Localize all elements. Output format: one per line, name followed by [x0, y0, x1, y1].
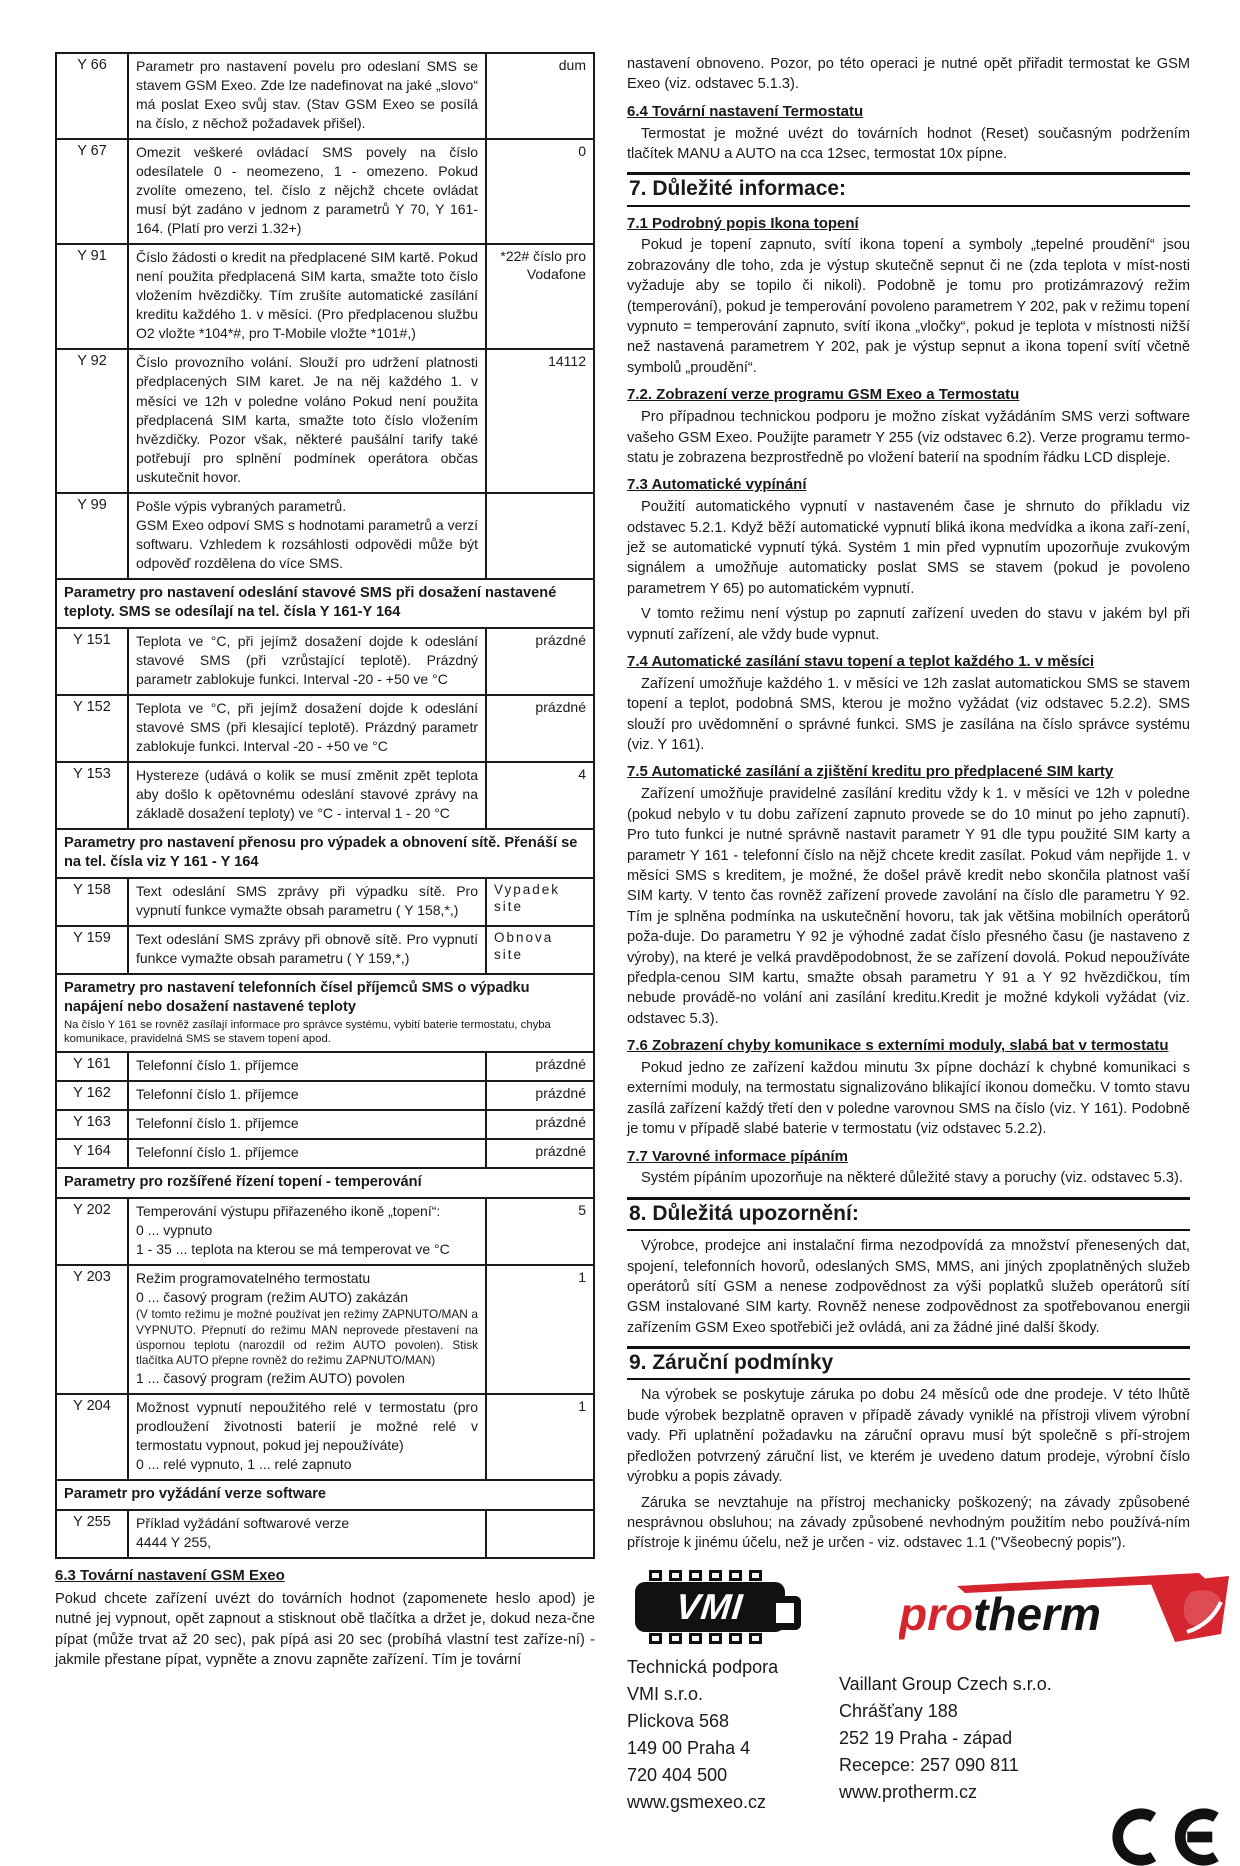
- param-description-cell: [128, 762, 486, 829]
- body-paragraph: Termostat je možné uvézt do továrních hodnot (Reset) současným podržením tlačítek MANU a AUTO na cca 12sec, termostat 10x pípne.: [627, 125, 1190, 163]
- left-column: [55, 52, 595, 1866]
- table-section-title: Parametry pro rozšířené řízení topení - temperování: [64, 1174, 422, 1191]
- param-value-cell: 0: [486, 139, 594, 244]
- table-param-row: [56, 1510, 594, 1558]
- section-6-3-heading: 6.3 Tovární nastavení GSM Exeo: [55, 1566, 285, 1584]
- table-param-row: [56, 762, 594, 829]
- table-param-row: [56, 1198, 594, 1265]
- param-value-cell: dum: [486, 53, 594, 139]
- param-value-cell: 14112: [486, 349, 594, 492]
- param-value-cell: 1: [486, 1265, 594, 1393]
- param-description-cell: [128, 493, 486, 579]
- footer-vmi-block: [627, 1570, 805, 1866]
- table-section-row: [56, 579, 594, 628]
- param-description-cell: [128, 349, 486, 492]
- param-description-line: 1 - 35 ... teplota na kterou se má temperovat ve °C: [136, 1241, 450, 1258]
- param-description-line: Omezit veškeré ovládací SMS povely na číslo odesílatele 0 - neomezeno, 1 - omezeno. Pokud zvolíte omezeno, tel. číslo z nějchž chcete ovládat musí být zadáno v jednom z parametrů Y 70, Y 161-164. (Platí pro verzi 1.32+): [136, 144, 478, 237]
- param-description-line: 0 ... relé vypnuto, 1 ... relé zapnuto: [136, 1455, 352, 1472]
- protherm-logo: [899, 1572, 1229, 1661]
- table-param-row: [56, 1265, 594, 1393]
- major-heading: 8. Důležitá upozornění:: [627, 1197, 1190, 1231]
- param-value-cell: prázdné: [486, 1139, 594, 1168]
- param-code-cell: Y 158: [56, 878, 128, 926]
- table-section-title: Parametry pro nastavení telefonních čísel příjemců SMS o výpadku napájení nebo dosažení nastavené teploty: [64, 980, 530, 1016]
- param-description-cell: [128, 1394, 486, 1480]
- param-description-line: Text odeslání SMS zprávy při obnově sítě. Pro vypnutí funkce vymažte obsah parametru ( Y 159,*,): [136, 931, 478, 967]
- param-description-cell: [128, 695, 486, 762]
- param-value-cell: Vypadek site: [486, 878, 594, 926]
- param-description-line: Číslo provozního volání. Slouží pro udržení platnosti předplacených SIM karet. Je na něj každého 1. v měsíci ve 12h v poledne voláno Pokud není použita předplacená SIM karta, smažte toto číslo vložením hvězdičky. Pozor však, některé paušální tarify také potřebují pro splnění podmínek operátora občas uskutečnit hovor.: [136, 354, 478, 485]
- body-paragraph: Pokud jedno ze zařízení každou minutu 3x pípne dochází k chybné komunikaci s externími moduly, na termostatu signalizováno blikající ikonou domečku. V tomto stavu zasílá zařízení každý třetí den v poledne varovnou SMS na číslo (viz. Y 161). Podobně je tomu v případě slabé baterie v termostatu (viz odstavec 5.2.2).: [627, 1060, 1190, 1138]
- sub-heading: 7.5 Automatické zasílání a zjištění kreditu pro předplacené SIM karty: [627, 763, 1114, 781]
- param-description-line: (V tomto režimu je možné používat jen režimy ZAPNUTO/MAN a VYPNUTO. Přepnutí do režimu MAN neprovede přestavení na úspornou teplotu (narozdíl od režim AUTO povolen). Stisk tlačítka AUTO přepne rovněž do režimu ZAPNUTO/MAN): [136, 1307, 478, 1368]
- right-column-blocks: [627, 54, 1190, 1554]
- param-value-cell: 1: [486, 1394, 594, 1480]
- table-section-note: Na číslo Y 161 se rovněž zasílají informace pro správce systému, vybití baterie termostatu, chyba komunikace, pravidelná SMS se stavem topení apod.: [64, 1019, 551, 1046]
- table-param-row: [56, 628, 594, 695]
- param-description-line: Telefonní číslo 1. příjemce: [136, 1057, 299, 1074]
- table-param-row: [56, 926, 594, 974]
- param-value-cell: [486, 1510, 594, 1558]
- section-6-3: [55, 1567, 595, 1670]
- vaillant-contact-line: 252 19 Praha - západ: [839, 1727, 1013, 1748]
- vmi-clip-icon: [776, 1596, 801, 1630]
- param-description-cell: [128, 53, 486, 139]
- tech-contact-line: 149 00 Praha 4: [627, 1737, 751, 1758]
- param-value-cell: prázdné: [486, 1052, 594, 1081]
- tech-contact-line: Plickova 568: [627, 1710, 730, 1731]
- protherm-logo-graphic: [899, 1572, 1229, 1656]
- vmi-chip-pins-bottom: [649, 1633, 805, 1644]
- param-description-cell: [128, 1198, 486, 1265]
- param-description-line: Teplota ve °C, při jejímž dosažení dojde k odeslání stavové SMS (při vzrůstající teplotě). Prázdný parametr zablokuje funkci. Interval -20 - +50 ve °C: [136, 632, 478, 687]
- body-paragraph: Na výrobek se poskytuje záruka po dobu 24 měsíců ode dne prodeje. V této lhůtě bude výrobek bezplatně opraven v případě závady vyniklé na přístroji vlivem výrobní vady. Při uplatnění požadavku na záruční opravu musí být společně s pří-strojem předložen potvrzený záruční list, ve kterém je uvedeno datum prodeje, výrobní číslo výrobku a popis závady.: [627, 1387, 1190, 1486]
- param-value-cell: prázdné: [486, 695, 594, 762]
- right-column: [627, 52, 1190, 1866]
- table-section-title: Parametr pro vyžádání verze software: [64, 1485, 326, 1502]
- tech-contact-line: 720 404 500: [627, 1764, 728, 1785]
- ce-mark-icon: [1098, 1808, 1223, 1866]
- table-section-title: Parametry pro nastavení odeslání stavové SMS při dosažení nastavené teploty. SMS se odesílají na tel. čísla Y 161-Y 164: [64, 584, 557, 620]
- sub-heading: 6.4 Tovární nastavení Termostatu: [627, 102, 864, 120]
- sub-heading: 7.7 Varovné informace pípáním: [627, 1147, 848, 1165]
- tech-contact-line: VMI s.r.o.: [627, 1683, 704, 1704]
- param-description-line: Teplota ve °C, při jejímž dosažení dojde k odeslání stavové SMS (při klesající teplotě). Prázdný parametr zablokuje funkci. Interval -20 - +50 ve °C: [136, 699, 478, 754]
- ce-row: [839, 1808, 1229, 1866]
- sub-heading: 7.2. Zobrazení verze programu GSM Exeo a Termostatu: [627, 386, 1020, 404]
- param-description-cell: [128, 139, 486, 244]
- param-description-cell: [128, 628, 486, 695]
- table-section-row: [56, 829, 594, 878]
- param-description-line: Číslo žádosti o kredit na předplacené SIM kartě. Pokud není použita předplacená SIM karta, smažte toto číslo vložením hvězdičky. Tím zrušíte automatické zasílání kreditu každého 1. v měsíci. (Pro předplacenou službu O2 vložte *104*#, pro T-Mobile vložte *101#,): [136, 249, 478, 342]
- param-description-cell: [128, 1510, 486, 1558]
- body-paragraph: Záruka se nevztahuje na přístroj mechanicky poškozený; na závady způsobené nesprávnou obsluhou; na závady způsobené nevhodným použitím nebo používá-ním přístroje k jinému účelu, než je určen - viz. odstavec 1.1 ("Všeobecný popis").: [627, 1494, 1190, 1552]
- table-param-row: [56, 695, 594, 762]
- param-value-cell: *22# číslo pro Vodafone: [486, 244, 594, 349]
- table-param-row: [56, 1394, 594, 1480]
- table-param-row: [56, 53, 594, 139]
- vaillant-contact-line: Vaillant Group Czech s.r.o.: [839, 1673, 1052, 1694]
- sub-heading: 7.3 Automatické vypínání: [627, 476, 807, 494]
- parameter-table: [55, 52, 595, 1559]
- param-description-line: Parametr pro nastavení povelu pro odeslaní SMS se stavem GSM Exeo. Zde lze nadefinovat na jaké „slovo“ má poslat Exeo svůj stav. (Stav GSM Exeo se posílá na číslo, z něchož požadavek přišel).: [136, 58, 478, 132]
- table-param-row: [56, 139, 594, 244]
- section-6-3-paragraph: Pokud chcete zařízení uvézt do továrních hodnot (zapomenete heslo apod) je nutné jej vypnout, opět zapnout a stisknout obě tlačítka a držet je, dokud neza-čne pípat (může trvat až 20 sec), pak pípá asi 20 sec (probíhá vlastní test zaříze-ní) - jakmile přestane pípat, vypněte a znovu zapněte zařízení. Tím je tovární: [55, 1590, 595, 1668]
- param-description-line: Temperování výstupu přiřazeného ikoně „topení“:: [136, 1203, 441, 1220]
- body-paragraph: Zařízení umožňuje pravidelné zasílání kreditu vždy k 1. v měsíci ve 12h v poledne (pokud nebylo v tu dobu zařízení zapnuto provede se do 10 minut po jeho zapnutí). Pro tuto funkci je nutné správně nastavit parametr Y 91 dle typu použité SIM karty a parametr Y 161 - telefonní číslo na nějž chcete kredit zasílat. Pokud vám nepřijde 1. v měsíci SMS s kreditem, je možné, že došel právě kredit nebo skončila platnost vaší SIM karty. V tento čas rovněž zařízení provede zavolání na číslo dle parametru Y 92. Tím je splněna podmínka na uskutečnění hovoru, tak jak většina mobilních operátorů poža-duje. Do parametru Y 92 je výhodné zadat číslo přesného času (je nastaveno z výroby), na které je velká pravděpodobnost, že se zařízení dovolá. Pokud nepoužíváte předpla-cenou SIM kartu, smažte obsah parametru Y 91 a Y 92 hvězdičkou, tím nebude provádě-no volání ani zasílání kreditu.Kredit je možné kdykoli vyžádat (viz. odstavec 5.3).: [627, 786, 1190, 1027]
- table-param-row: [56, 1110, 594, 1139]
- body-paragraph: Systém pípáním upozorňuje na některé důležité stavy a poruchy (viz. odstavec 5.3).: [641, 1170, 1183, 1187]
- param-code-cell: Y 161: [56, 1052, 128, 1081]
- param-code-cell: Y 67: [56, 139, 128, 244]
- table-param-row: [56, 878, 594, 926]
- param-description-cell: [128, 1052, 486, 1081]
- param-description-line: 0 ... časový program (režim AUTO) zakázán: [136, 1289, 409, 1306]
- param-description-line: 4444 Y 255,: [136, 1533, 212, 1550]
- param-value-cell: 5: [486, 1198, 594, 1265]
- major-heading: 9. Záruční podmínky: [627, 1346, 1190, 1380]
- param-description-line: 0 ... vypnuto: [136, 1222, 213, 1239]
- param-code-cell: Y 203: [56, 1265, 128, 1393]
- vmi-chip-pins-top: [649, 1570, 805, 1581]
- table-section-row: [56, 974, 594, 1052]
- body-paragraph: Pro případnou technickou podporu je možno získat vyžádáním SMS verzi software vašeho GSM Exeo. Použijte parametr Y 255 (viz odstavec 6.2). Verze programu termo-statu je zobrazena bezprostředně po vložení baterií na spodním řádku LCD displeje.: [627, 409, 1190, 466]
- param-code-cell: Y 66: [56, 53, 128, 139]
- param-description-line: GSM Exeo odpoví SMS s hodnotami parametrů a verzí softwaru. Vzhledem k rozsáhlosti odpovědi může být odpověď rozdělena do více SMS.: [136, 516, 478, 571]
- table-param-row: [56, 244, 594, 349]
- table-param-row: [56, 349, 594, 492]
- param-description-line: 1 ... časový program (režim AUTO) povolen: [136, 1369, 405, 1386]
- param-description-cell: [128, 1139, 486, 1168]
- param-description-line: Režim programovatelného termostatu: [136, 1270, 371, 1287]
- param-code-cell: Y 152: [56, 695, 128, 762]
- tech-contact-line: Technická podpora: [627, 1656, 779, 1677]
- vmi-chip-body: [635, 1582, 785, 1632]
- body-paragraph: Použití automatického vypnutí v nastaveném čase je shrnuto do příkladu viz odstavec 5.2.1. Když běží automatické vypnutí bliká ikona medvídka a ikona zaří-zení, jež se automatické vypnutí týká. Systém 1 min před vypnutím upozorňuje zvukovým signálem a umožňuje automaticky poslat SMS se stavem (pokud je povoleno parametrem Y 65) po automatickém vypnutí.: [627, 499, 1190, 597]
- param-code-cell: Y 153: [56, 762, 128, 829]
- param-code-cell: Y 91: [56, 244, 128, 349]
- param-code-cell: Y 163: [56, 1110, 128, 1139]
- param-description-line: Telefonní číslo 1. příjemce: [136, 1144, 299, 1161]
- param-description-cell: [128, 1110, 486, 1139]
- param-code-cell: Y 92: [56, 349, 128, 492]
- vaillant-contact-line: www.protherm.cz: [839, 1781, 978, 1802]
- vaillant-contact-line: Recepce: 257 090 811: [839, 1754, 1019, 1775]
- param-value-cell: prázdné: [486, 628, 594, 695]
- param-code-cell: Y 99: [56, 493, 128, 579]
- table-param-row: [56, 493, 594, 579]
- param-value-cell: prázdné: [486, 1110, 594, 1139]
- param-code-cell: Y 159: [56, 926, 128, 974]
- table-param-row: [56, 1139, 594, 1168]
- sub-heading: 7.1 Podrobný popis Ikona topení: [627, 214, 859, 232]
- footer: [627, 1570, 1190, 1866]
- sub-heading: 7.4 Automatické zasílání stavu topení a teplot každého 1. v měsíci: [627, 653, 1095, 671]
- param-code-cell: Y 204: [56, 1394, 128, 1480]
- param-description-line: Pošle výpis vybraných parametrů.: [136, 497, 347, 514]
- param-description-line: Možnost vypnutí nepoužitého relé v termostatu (pro prodloužení životnosti baterií je možné relé v termostatu vypnout, pokud jej nepoužíváte): [136, 1398, 478, 1453]
- param-description-cell: [128, 926, 486, 974]
- vaillant-contact-line: Chrášťany 188: [839, 1700, 958, 1721]
- param-value-cell: Obnova site: [486, 926, 594, 974]
- param-description-line: Telefonní číslo 1. příjemce: [136, 1086, 299, 1103]
- param-code-cell: Y 202: [56, 1198, 128, 1265]
- major-heading: 7. Důležité informace:: [627, 172, 1190, 206]
- param-description-line: Příklad vyžádání softwarové verze: [136, 1514, 350, 1531]
- param-description-cell: [128, 1081, 486, 1110]
- param-value-cell: prázdné: [486, 1081, 594, 1110]
- tech-support-contact: [627, 1654, 805, 1816]
- body-paragraph: Pokud je topení zapnuto, svítí ikona topení a symboly „tepelné proudění“ jsou zobrazovány dle toho, zda je výstup skutečně sepnut či ne (zda teplota v míst-nosti vyžaduje aby se topilo či nikoli). Podobně je tomu pro protizámrazový režim (temperování), pokud je temperování povoleno parametrem Y 202, pak v režimu topení vypnuto = temperování zapnuto, svítí ikona „vločky“, pokud je teplota v místnosti nižší než nastavená parametrem Y 202, pak je výstup sepnut a ikona topení svítí včetně symbolů „proudění“.: [627, 237, 1190, 376]
- param-code-cell: Y 255: [56, 1510, 128, 1558]
- table-section-row: [56, 1480, 594, 1510]
- param-value-cell: [486, 493, 594, 579]
- vaillant-contact: [839, 1671, 1229, 1806]
- param-description-cell: [128, 1265, 486, 1393]
- table-section-row: [56, 1168, 594, 1198]
- param-description-line: Hystereze (udává o kolik se musí změnit zpět teplota aby došlo k opětovnému odeslání stavové zprávy na základě dosažení teploty) ve °C - interval 1 - 20 °C: [136, 766, 478, 821]
- sub-heading: 7.6 Zobrazení chyby komunikace s externími moduly, slabá bat v termostatu: [627, 1037, 1169, 1055]
- tech-contact-line: www.gsmexeo.cz: [627, 1791, 767, 1812]
- body-paragraph: nastavení obnoveno. Pozor, po této operaci je nutné opět přiřadit termostat ke GSM Exeo (viz. odstavec 5.1.3).: [627, 56, 1190, 93]
- param-code-cell: Y 162: [56, 1081, 128, 1110]
- body-paragraph: V tomto režimu není výstup po zapnutí zařízení uveden do stavu v jakém byl při vypnutí zařízení, ale vždy bude vypnut.: [627, 606, 1190, 643]
- footer-protherm-block: [839, 1570, 1229, 1866]
- param-description-cell: [128, 878, 486, 926]
- param-description-line: Text odeslání SMS zprávy při výpadku sítě. Pro vypnutí funkce vymažte obsah parametru ( Y 158,*,): [136, 882, 478, 918]
- vmi-logo: [635, 1570, 805, 1644]
- param-value-cell: 4: [486, 762, 594, 829]
- parameter-table-body: [56, 53, 594, 1558]
- svg-text:protherm: protherm: [899, 1587, 1101, 1640]
- table-param-row: [56, 1052, 594, 1081]
- param-code-cell: Y 151: [56, 628, 128, 695]
- param-description-cell: [128, 244, 486, 349]
- table-param-row: [56, 1081, 594, 1110]
- vmi-logo-text: VMI: [674, 1585, 746, 1627]
- param-description-line: Telefonní číslo 1. příjemce: [136, 1115, 299, 1132]
- body-paragraph: Zařízení umožňuje každého 1. v měsíci ve 12h zaslat automatickou SMS se stavem topení a teplot, podobná SMS, kterou je možno vyžádat (viz odstavec 5.2.2). SMS slouží pro uvědomnění o správné funkci. SMS je zasílána na číslo správce systému (viz. Y 161).: [627, 675, 1190, 754]
- table-section-title: Parametry pro nastavení přenosu pro výpadek a obnovení sítě. Přenáší se na tel. čísla viz Y 161 - Y 164: [64, 835, 578, 870]
- param-code-cell: Y 164: [56, 1139, 128, 1168]
- body-paragraph: Výrobce, prodejce ani instalační firma nezodpovídá za množství přenesených dat, spojení, telefonních hovorů, odeslaných SMS, MMS, ani jiných zpoplatněných služeb operátorů sítí GSM a nenese zodpovědnost za výši poplatků služeb operátorů sítí GSM instalované SIM karty. Rovněž nenese zodpovědnost za spotřebovanou energii zařízením GSM Exeo spotřebiči jež ovládá, ani za žádné jiné další škody.: [627, 1238, 1190, 1336]
